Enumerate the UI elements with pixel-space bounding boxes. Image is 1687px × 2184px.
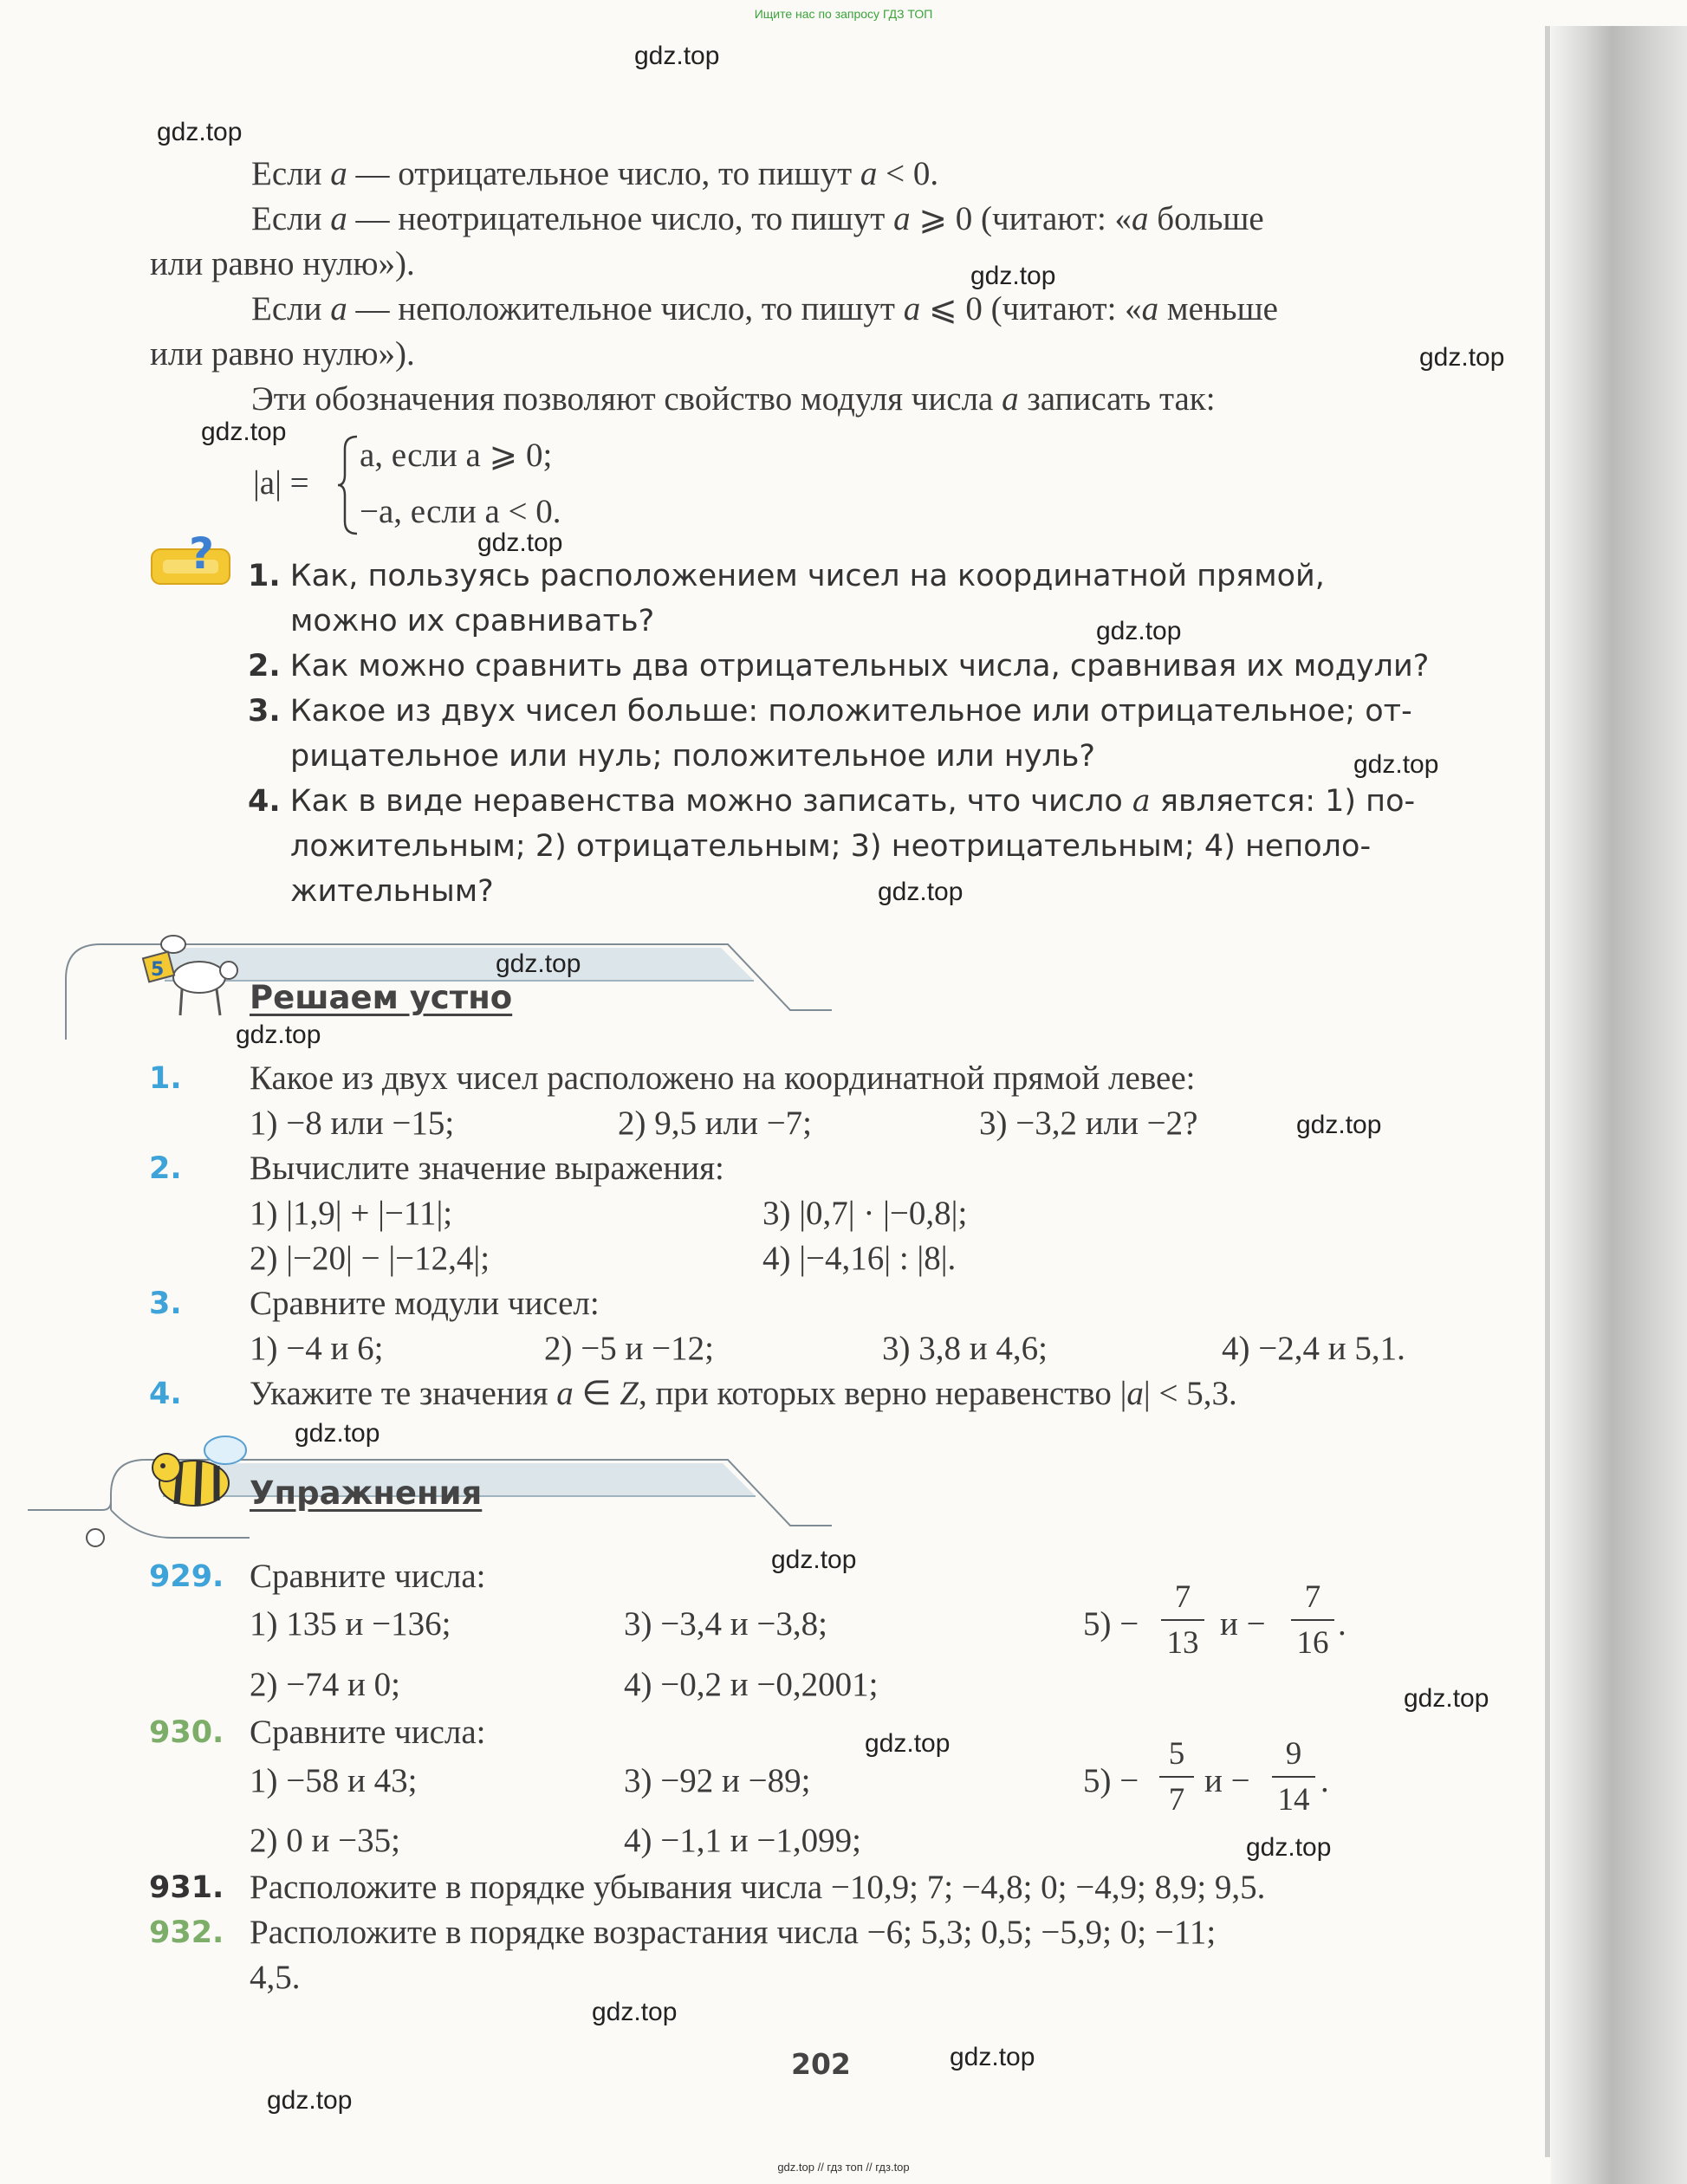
- watermark: gdz.top: [1353, 750, 1439, 779]
- watermark: gdz.top: [1419, 343, 1505, 372]
- formula-case-1: a, если a ⩾ 0;: [360, 437, 553, 474]
- exercise-930-fraction-1: 5 7: [1159, 1735, 1194, 1818]
- oral-task-3-text: Сравните модули чисел:: [250, 1285, 600, 1322]
- exercise-931-text: Расположите в порядке убывания числа −10,9; 7; −4,8; 0; −4,9; 8,9; 9,5.: [250, 1869, 1266, 1906]
- header-note: Ищите нас по запросу ГДЗ ТОП: [754, 7, 933, 21]
- watermark: gdz.top: [1296, 1111, 1382, 1139]
- oral-task-3-item-3: 3) 3,8 и 4,6;: [882, 1330, 1048, 1367]
- watermark: gdz.top: [865, 1729, 951, 1758]
- exercise-929-text: Сравните числа:: [250, 1558, 486, 1595]
- oral-task-2-item-4: 4) |−4,16| : |8|.: [762, 1240, 957, 1277]
- watermark: gdz.top: [496, 949, 581, 978]
- exercise-930-item-1: 1) −58 и 43;: [250, 1762, 418, 1799]
- question-3-line-2: рицательное или нуль; положительное или нуль?: [290, 739, 1096, 774]
- watermark: gdz.top: [157, 118, 243, 146]
- exercise-930-text: Сравните числа:: [250, 1714, 486, 1751]
- exercise-929-item-4: 4) −0,2 и −0,2001;: [624, 1666, 879, 1703]
- watermark: gdz.top: [201, 418, 287, 446]
- poodle-icon: [139, 925, 243, 1021]
- watermark: gdz.top: [1096, 617, 1182, 645]
- theory-line-2: Если a — неотрицательное число, то пишут a ⩾ 0 (читают: «a больше: [251, 200, 1264, 237]
- formula-lhs: |a| =: [253, 464, 309, 502]
- exercise-929-number: 929.: [149, 1559, 224, 1594]
- exercise-930-fraction-2: 9 14: [1272, 1735, 1315, 1818]
- oral-task-2-text: Вычислите значение выражения:: [250, 1150, 724, 1187]
- exercise-930-period: .: [1320, 1762, 1329, 1799]
- formula-case-2: −a, если a < 0.: [360, 493, 561, 530]
- watermark: gdz.top: [267, 2086, 353, 2115]
- oral-task-4-number: 4.: [149, 1377, 182, 1411]
- exercise-929-fraction-2: 7 16: [1291, 1578, 1334, 1662]
- exercise-929-item-5-prefix: 5) −: [1083, 1605, 1139, 1643]
- oral-task-1-text: Какое из двух чисел расположено на координатной прямой левее:: [250, 1060, 1196, 1097]
- oral-task-3-number: 3.: [149, 1286, 182, 1321]
- question-4-line-1: 4. Как в виде неравенства можно записать, что число a является: 1) по-: [248, 784, 1416, 819]
- watermark: gdz.top: [878, 878, 964, 906]
- oral-task-2-item-1: 1) |1,9| + |−11|;: [250, 1195, 453, 1232]
- theory-line-4: Если a — неположительное число, то пишут a ⩽ 0 (читают: «a меньше: [251, 290, 1278, 327]
- watermark: gdz.top: [477, 528, 563, 557]
- oral-task-1-number: 1.: [149, 1061, 182, 1096]
- watermark: gdz.top: [1246, 1833, 1332, 1862]
- exercise-930-item-3: 3) −92 и −89;: [624, 1762, 811, 1799]
- question-2: 2. Как можно сравнить два отрицательных числа, сравнивая их модули?: [248, 649, 1430, 684]
- exercises-section-title: Упражнения: [250, 1474, 483, 1512]
- watermark: gdz.top: [634, 42, 720, 70]
- watermark: gdz.top: [1404, 1684, 1489, 1713]
- page-gutter-shadow: [1551, 26, 1687, 2184]
- question-4-line-2: ложительным; 2) отрицательным; 3) неотрицательным; 4) неполо-: [290, 829, 1372, 864]
- exercise-930-item-2: 2) 0 и −35;: [250, 1822, 400, 1859]
- exercise-929-item-2: 2) −74 и 0;: [250, 1666, 400, 1703]
- question-1-line-1: 1. Как, пользуясь расположением чисел на координатной прямой,: [248, 559, 1325, 593]
- exercise-932-text-2: 4,5.: [250, 1959, 301, 1996]
- footer-note: gdz.top // гдз топ // гдз.top: [777, 2161, 910, 2174]
- exercise-931-number: 931.: [149, 1870, 224, 1905]
- exercise-930-item-4: 4) −1,1 и −1,099;: [624, 1822, 861, 1859]
- question-box-icon: [147, 530, 238, 593]
- theory-line-6: Эти обозначения позволяют свойство модуля числа a записать так:: [251, 380, 1216, 418]
- page-edge: [1545, 26, 1550, 2157]
- page-number: 202: [791, 2047, 851, 2081]
- oral-task-3-item-1: 1) −4 и 6;: [250, 1330, 384, 1367]
- question-1-line-2: можно их сравнивать?: [290, 604, 655, 638]
- exercise-932-text: Расположите в порядке возрастания числа −6; 5,3; 0,5; −5,9; 0; −11;: [250, 1914, 1217, 1951]
- watermark: gdz.top: [592, 1998, 678, 2026]
- watermark: gdz.top: [950, 2043, 1035, 2071]
- exercise-930-item-5-mid: и −: [1204, 1762, 1250, 1799]
- oral-task-2-number: 2.: [149, 1151, 182, 1186]
- question-4-line-3: жительным?: [290, 874, 494, 909]
- oral-task-3-item-4: 4) −2,4 и 5,1.: [1222, 1330, 1405, 1367]
- oral-task-2-item-3: 3) |0,7| · |−0,8|;: [762, 1195, 968, 1232]
- oral-task-1-item-2: 2) 9,5 или −7;: [618, 1105, 813, 1142]
- oral-section-title: Решаем устно: [250, 979, 513, 1016]
- oral-task-4-text: Укажите те значения a ∈ Z, при которых верно неравенство |a| < 5,3.: [250, 1375, 1237, 1412]
- watermark: gdz.top: [970, 262, 1056, 290]
- watermark: gdz.top: [236, 1021, 321, 1049]
- exercise-930-number: 930.: [149, 1715, 224, 1750]
- exercise-930-item-5-prefix: 5) −: [1083, 1762, 1139, 1799]
- exercise-932-number: 932.: [149, 1915, 224, 1950]
- theory-line-5: или равно нулю»).: [150, 335, 415, 373]
- exercise-929-item-5-mid: и −: [1220, 1605, 1266, 1643]
- question-3-line-1: 3. Какое из двух чисел больше: положительное или отрицательное; от-: [248, 694, 1412, 729]
- theory-line-3: или равно нулю»).: [150, 245, 415, 282]
- oral-task-3-item-2: 2) −5 и −12;: [544, 1330, 714, 1367]
- exercise-929-item-1: 1) 135 и −136;: [250, 1605, 451, 1643]
- oral-task-1-item-1: 1) −8 или −15;: [250, 1105, 455, 1142]
- formula-brace: [336, 433, 362, 537]
- bee-icon: [146, 1421, 258, 1516]
- theory-line-1: Если a — отрицательное число, то пишут a < 0.: [251, 155, 939, 192]
- badge-number: 5: [151, 959, 165, 981]
- exercise-929-item-3: 3) −3,4 и −3,8;: [624, 1605, 827, 1643]
- watermark: gdz.top: [771, 1546, 857, 1574]
- watermark: gdz.top: [295, 1419, 380, 1448]
- exercise-929-period: .: [1338, 1605, 1346, 1643]
- exercise-929-fraction-1: 7 13: [1161, 1578, 1204, 1662]
- oral-task-2-item-2: 2) |−20| − |−12,4|;: [250, 1240, 490, 1277]
- svg-text:?: ?: [189, 530, 215, 579]
- oral-task-1-item-3: 3) −3,2 или −2?: [979, 1105, 1198, 1142]
